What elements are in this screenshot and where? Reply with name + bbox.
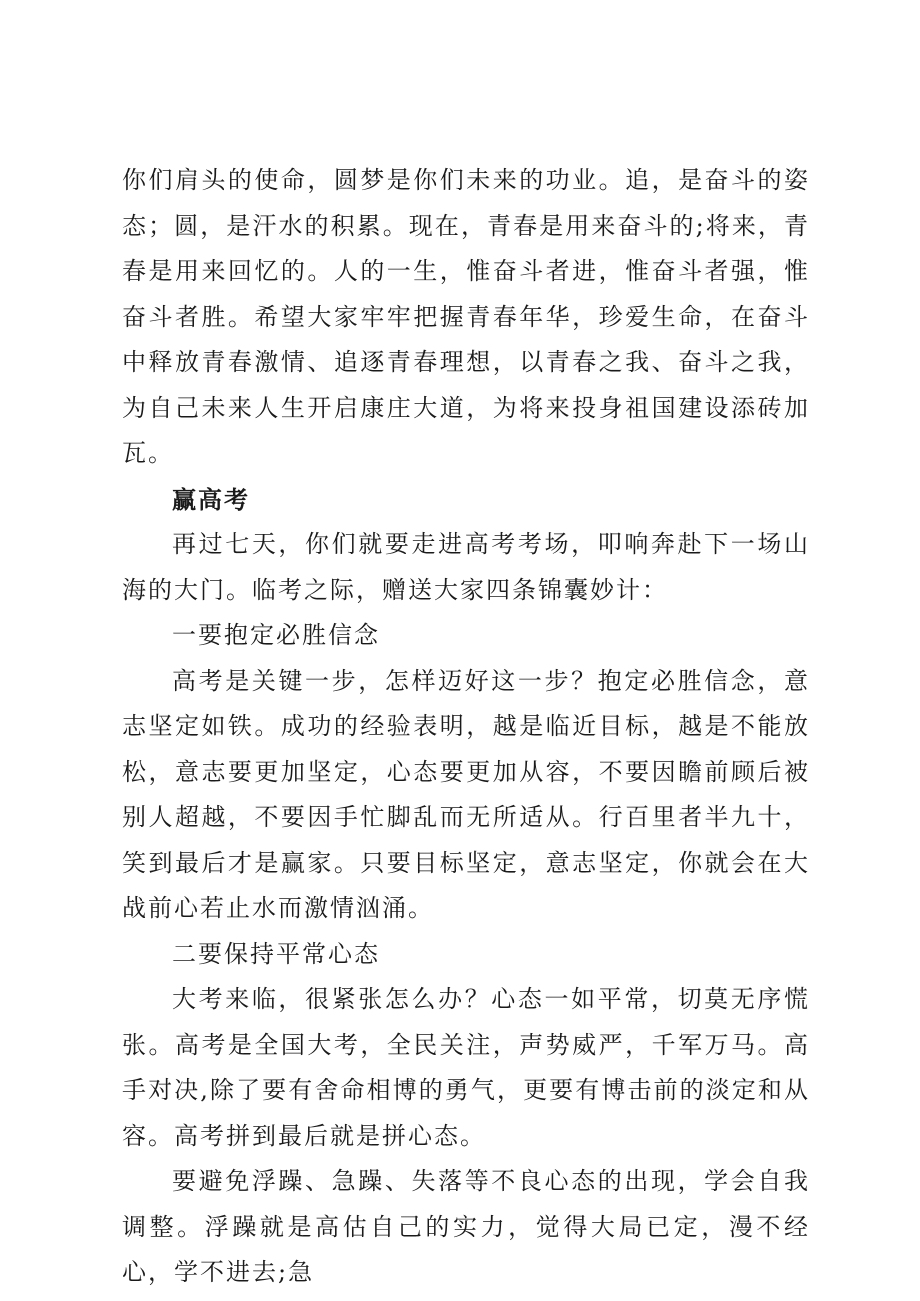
subheading-two: 二要保持平常心态 — [172, 939, 380, 968]
paragraph-two: 大考来临，很紧张怎么办？心态一如平常，切莫无序慌张。高考是全国大考，全民关注，声势威严，千军万马。高手对决,除了要有舍命相博的勇气，更要有博击前的淡定和从容。高考拼到最后就是拼心态。 — [122, 985, 810, 1150]
section-heading: 赢高考 — [172, 484, 250, 514]
paragraph-exam-intro: 再过七天，你们就要走进高考考场，叩响奔赴下一场山海的大门。临考之际，赠送大家四条锦囊妙计： — [122, 530, 810, 604]
document-body — [122, 158, 810, 1296]
paragraph-intro: 你们肩头的使命，圆梦是你们未来的功业。追，是奋斗的姿态；圆，是汗水的积累。现在，青春是用来奋斗的;将来，青春是用来回忆的。人的一生，惟奋斗者进，惟奋斗者强，惟奋斗者胜。希望大家牢牢把握青春年华，珍爱生命，在奋斗中释放青春激情、追逐青春理想，以青春之我、奋斗之我，为自己未来人生开启康庄大道，为将来投身祖国建设添砖加瓦。 — [122, 166, 810, 467]
subheading-one: 一要抱定必胜信念 — [172, 621, 380, 649]
paragraph-three: 要避免浮躁、急躁、失落等不良心态的出现，学会自我调整。浮躁就是高估自己的实力，觉得大局已定，漫不经心，学不进去;急 — [122, 1167, 810, 1286]
paragraph-one: 高考是关键一步，怎样迈好这一步？抱定必胜信念，意志坚定如铁。成功的经验表明，越是临近目标，越是不能放松，意志要更加坚定，心态要更加从容，不要因瞻前顾后被别人超越，不要因手忙脚乱而无所适从。行百里者半九十，笑到最后才是赢家。只要目标坚定，意志坚定，你就会在大战前心若止水而激情汹涌。 — [122, 666, 810, 922]
